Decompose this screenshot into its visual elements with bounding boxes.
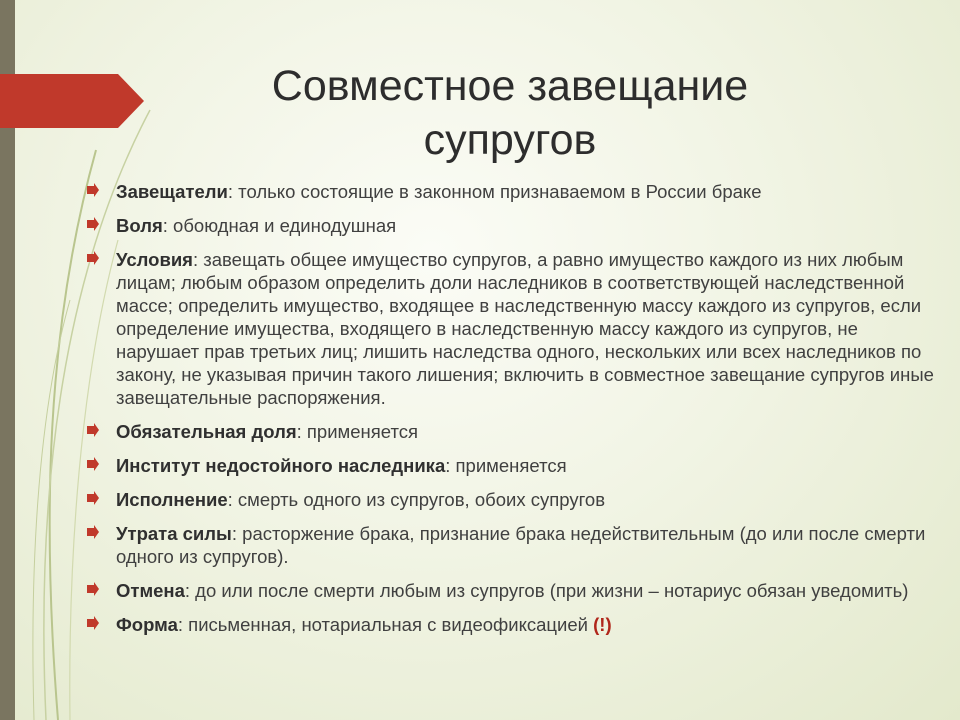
title-line-2: супругов (423, 115, 597, 164)
item-separator: : (231, 523, 238, 544)
item-term: Обязательная доля (116, 421, 297, 442)
item-term: Утрата силы (116, 523, 232, 544)
list-item (86, 454, 934, 477)
arrow-bullet-icon (86, 183, 100, 197)
item-separator: : (296, 421, 302, 442)
list-item (86, 613, 934, 636)
list-item (86, 488, 934, 511)
arrow-bullet-icon (86, 457, 100, 471)
arrow-bullet-icon (86, 582, 100, 596)
item-term: Отмена (116, 580, 185, 601)
arrow-bullet-icon (86, 616, 100, 630)
item-separator: : (177, 614, 184, 635)
list-item (86, 420, 934, 443)
slide-title (160, 59, 860, 167)
item-text: смерть одного из супругов, обоих супругов (232, 489, 606, 510)
item-separator: : (192, 249, 199, 270)
list-item (86, 248, 934, 409)
item-text: письменная, нотариальная с видеофиксацией (183, 614, 594, 635)
arrow-bullet-icon (86, 525, 100, 539)
item-separator: : (445, 455, 451, 476)
arrow-bullet-icon (86, 251, 100, 265)
list-item (86, 214, 934, 237)
item-term: Исполнение (116, 489, 228, 510)
list-item (86, 180, 934, 203)
item-separator: : (162, 215, 168, 236)
item-term: Условия (116, 249, 193, 270)
item-term: Институт недостойного наследника (116, 455, 446, 476)
alert-mark: (!) (593, 614, 612, 635)
arrow-bullet-icon (86, 217, 100, 231)
item-term: Воля (116, 215, 163, 236)
list-item (86, 579, 934, 602)
item-text: применяется (450, 455, 567, 476)
item-text: только состоящие в законном признаваемом в России браке (233, 181, 762, 202)
item-text: расторжение брака, признание брака недействительным (до или после смерти одного из супругов). (116, 523, 926, 567)
arrow-bullet-icon (86, 423, 100, 437)
accent-tab (0, 74, 144, 128)
arrow-bullet-icon (86, 491, 100, 505)
item-text: до или после смерти любым из супругов (при жизни – нотариус обязан уведомить) (190, 580, 909, 601)
item-text: обоюдная и единодушная (167, 215, 397, 236)
item-separator: : (227, 181, 234, 202)
item-separator: : (227, 489, 233, 510)
item-term: Завещатели (116, 181, 228, 202)
bullet-list (86, 180, 934, 647)
item-separator: : (184, 580, 191, 601)
list-item (86, 522, 934, 568)
title-line-1: Совместное завещание (271, 61, 749, 110)
item-term: Форма (116, 614, 178, 635)
item-text: применяется (301, 421, 418, 442)
item-text: завещать общее имущество супругов, а равно имущество каждого из них любым лицам; любым образом определить доли наследников в соответствующей наследственной массе; определить имущество, входящее в наследственную массу каждого из супругов, если определение имущества, входящего в наследственную массу каждого из супругов, не нарушает прав третьих лиц; лишить наследства одного, нескольких или всех наследников по закону, не указывая причин такого лишения; включить в совместное завещание супругов иные завещательные распоряжения. (116, 249, 934, 408)
